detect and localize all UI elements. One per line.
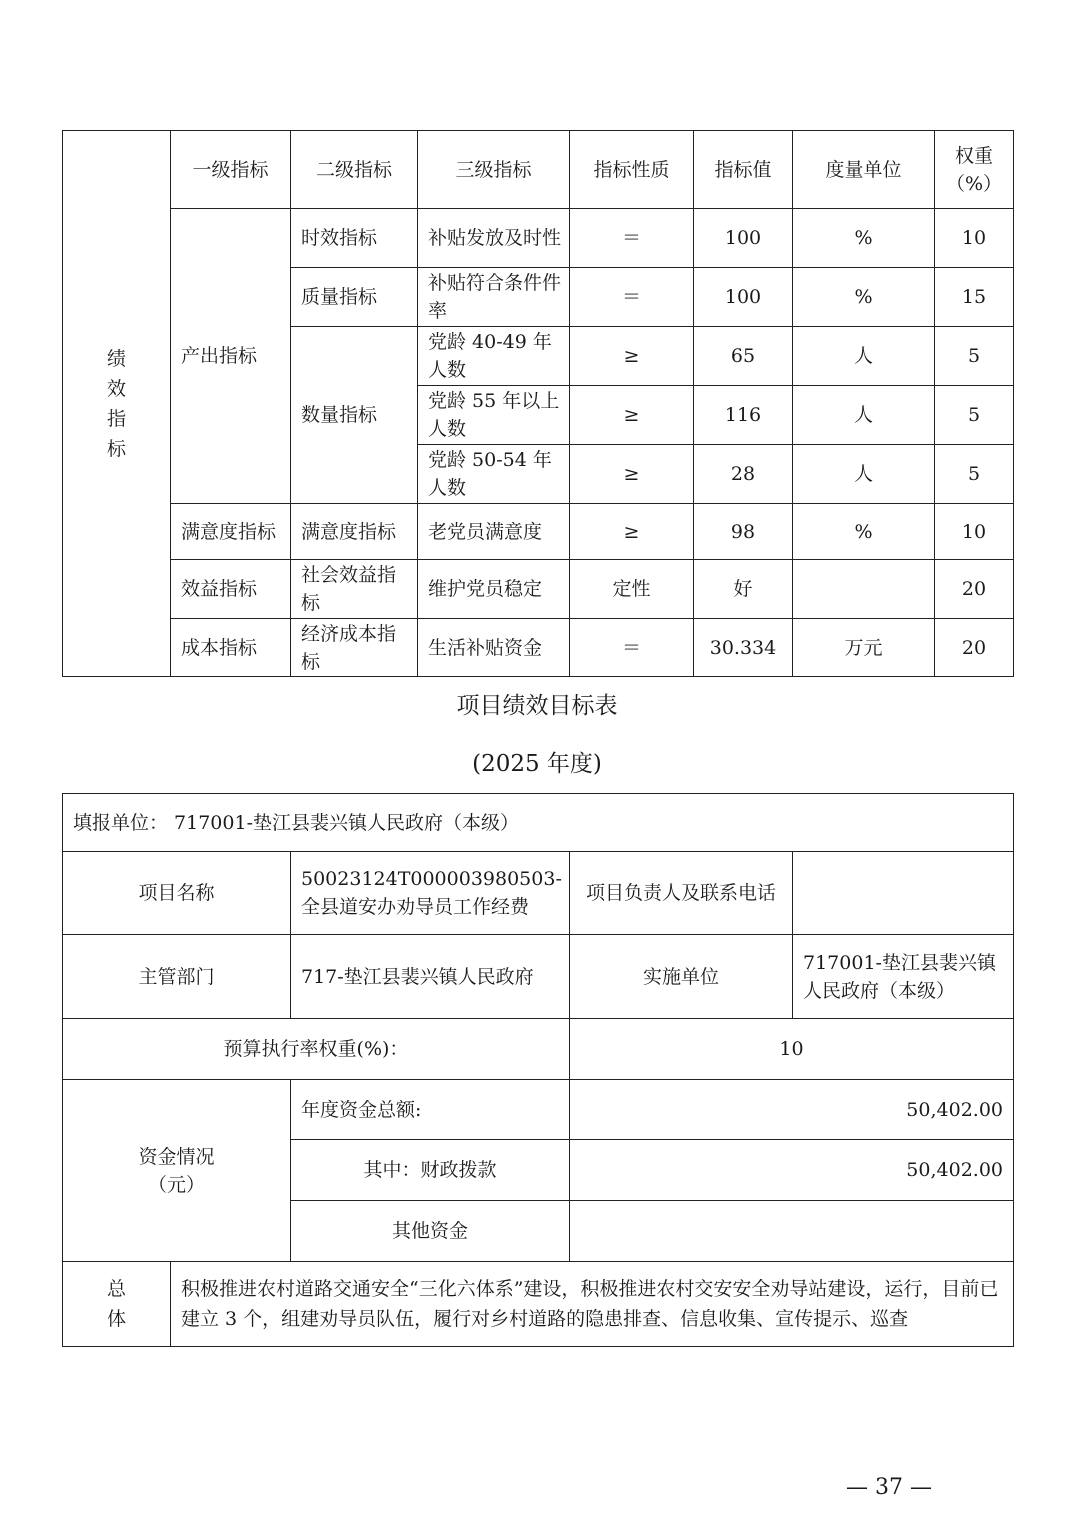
weight-cell: 5 [935, 445, 1014, 504]
value-cell: 好 [694, 560, 793, 619]
level2-cell: 经济成本指标 [291, 619, 418, 677]
value-cell: 28 [694, 445, 793, 504]
table-row [63, 209, 1014, 268]
level2-cell: 时效指标 [291, 209, 418, 268]
nature-cell: ≥ [570, 386, 694, 445]
funds-label: 资金情况 （元） [63, 1080, 291, 1262]
nature-cell: ＝ [570, 268, 694, 327]
dept-value: 717-垫江县裴兴镇人民政府 [291, 935, 570, 1019]
overall-label: 总 体 [63, 1262, 171, 1347]
level1-cell: 满意度指标 [171, 504, 291, 560]
header-level1: 一级指标 [171, 131, 291, 209]
weight-cell: 5 [935, 386, 1014, 445]
value-cell: 65 [694, 327, 793, 386]
unit-cell: 万元 [793, 619, 935, 677]
value-cell: 30.334 [694, 619, 793, 677]
dept-label: 主管部门 [63, 935, 291, 1019]
manager-label: 项目负责人及联系电话 [570, 852, 793, 935]
other-funds-value [570, 1201, 1014, 1262]
unit-cell: % [793, 268, 935, 327]
header-weight: 权重 （%） [935, 131, 1014, 209]
table-row [63, 560, 1014, 619]
value-cell: 116 [694, 386, 793, 445]
level3-cell: 党龄 50-54 年人数 [418, 445, 570, 504]
table-subtitle: (2025 年度) [472, 751, 602, 777]
project-goal-table [62, 793, 1014, 1347]
page-number: — 37 — [846, 1475, 932, 1500]
weight-cell: 10 [935, 504, 1014, 560]
level1-cell: 效益指标 [171, 560, 291, 619]
header-nature: 指标性质 [570, 131, 694, 209]
level2-cell: 满意度指标 [291, 504, 418, 560]
unit-cell [793, 560, 935, 619]
weight-cell: 20 [935, 560, 1014, 619]
overall-goal-text: 积极推进农村道路交通安全“三化六体系”建设，积极推进农村交安安全劝导站建设，运行，目前已建立 3 个，组建劝导员队伍，履行对乡村道路的隐患排查、信息收集、宣传提示、巡查 [171, 1262, 1014, 1347]
level3-cell: 党龄 55 年以上人数 [418, 386, 570, 445]
nature-cell: ＝ [570, 619, 694, 677]
level3-cell: 补贴发放及时性 [418, 209, 570, 268]
weight-cell: 20 [935, 619, 1014, 677]
impl-value: 717001-垫江县裴兴镇人民政府（本级） [793, 935, 1014, 1019]
table-title: 项目绩效目标表 [456, 693, 618, 719]
nature-cell: ≥ [570, 445, 694, 504]
unit-cell: % [793, 504, 935, 560]
fiscal-label: 其中：财政拨款 [291, 1140, 570, 1201]
annual-total-label: 年度资金总额: [291, 1080, 570, 1140]
value-cell: 98 [694, 504, 793, 560]
header-value: 指标值 [694, 131, 793, 209]
unit-cell: 人 [793, 327, 935, 386]
other-funds-label: 其他资金 [291, 1201, 570, 1262]
nature-cell: ≥ [570, 504, 694, 560]
weight-cell: 10 [935, 209, 1014, 268]
level2-cell: 数量指标 [291, 327, 418, 504]
level3-cell: 生活补贴资金 [418, 619, 570, 677]
header-unit: 度量单位 [793, 131, 935, 209]
fiscal-value: 50,402.00 [570, 1140, 1014, 1201]
output-level1: 产出指标 [171, 209, 291, 504]
performance-indicator-table [62, 130, 1014, 677]
weight-cell: 5 [935, 327, 1014, 386]
nature-cell: ≥ [570, 327, 694, 386]
unit-cell: 人 [793, 386, 935, 445]
side-label-performance-indicators: 绩 效 指 标 [63, 131, 171, 677]
level3-cell: 补贴符合条件件率 [418, 268, 570, 327]
nature-cell: ＝ [570, 209, 694, 268]
weight-cell: 15 [935, 268, 1014, 327]
level2-cell: 社会效益指标 [291, 560, 418, 619]
unit-cell: % [793, 209, 935, 268]
level3-cell: 维护党员稳定 [418, 560, 570, 619]
table-row [63, 619, 1014, 677]
level1-cell: 成本指标 [171, 619, 291, 677]
level2-cell: 质量指标 [291, 268, 418, 327]
value-cell: 100 [694, 268, 793, 327]
project-name-label: 项目名称 [63, 852, 291, 935]
header-level3: 三级指标 [418, 131, 570, 209]
value-cell: 100 [694, 209, 793, 268]
project-name-value: 50023124T000003980503-全县道安办劝导员工作经费 [291, 852, 570, 935]
level3-cell: 党龄 40-49 年人数 [418, 327, 570, 386]
unit-cell: 人 [793, 445, 935, 504]
table-row [63, 504, 1014, 560]
nature-cell: 定性 [570, 560, 694, 619]
impl-label: 实施单位 [570, 935, 793, 1019]
manager-value [793, 852, 1014, 935]
annual-total-value: 50,402.00 [570, 1080, 1014, 1140]
header-level2: 二级指标 [291, 131, 418, 209]
filler-unit: 填报单位： 717001-垫江县裴兴镇人民政府（本级） [63, 794, 1014, 852]
budget-rate-value: 10 [570, 1019, 1014, 1080]
level3-cell: 老党员满意度 [418, 504, 570, 560]
budget-rate-label: 预算执行率权重(%)： [63, 1019, 570, 1080]
